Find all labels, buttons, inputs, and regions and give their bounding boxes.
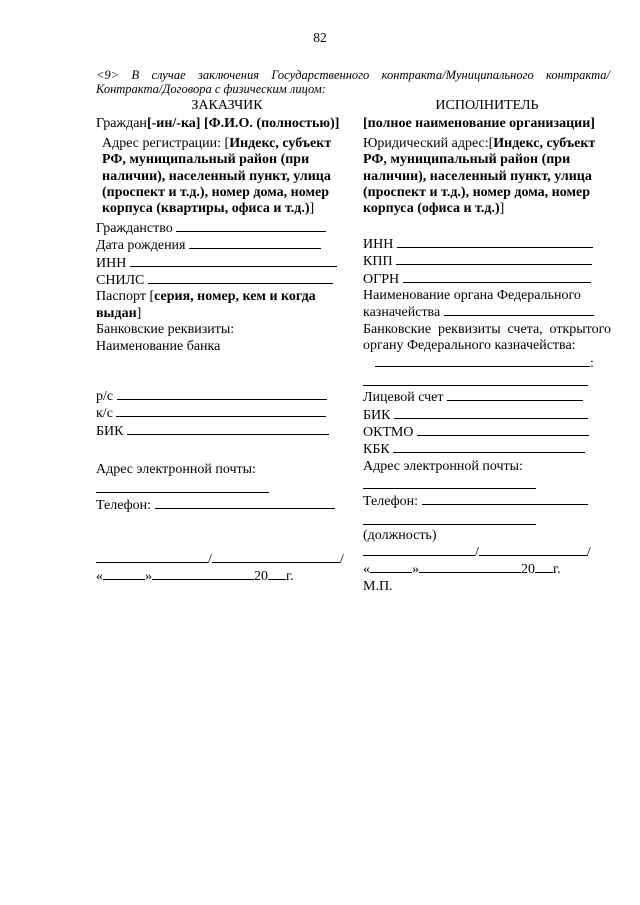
customer-passport-label: Паспорт [ — [96, 289, 155, 305]
contractor-oktmo-label: ОКТМО — [363, 424, 414, 440]
customer-snils-field[interactable] — [148, 272, 333, 284]
customer-phone-label: Телефон: — [96, 497, 152, 513]
customer-signature-line — [96, 551, 358, 568]
contractor-account-line — [363, 389, 611, 406]
customer-name-suffix: [-ин/-ка] — [146, 116, 201, 132]
contractor-legal-address-value: Индекс, субъект РФ, муниципальный район (при наличии), населенный пункт, улица (проспект и т.д.), номер дома, номер корпуса (офиса и т.д.) — [363, 135, 596, 217]
contractor-date-year: 20 — [521, 562, 535, 578]
contractor-signature-sep: / — [475, 544, 479, 560]
contractor-date-open: « — [363, 562, 370, 578]
customer-fio-field: [Ф.И.О. (полностью)] — [203, 116, 340, 132]
contractor-account-field[interactable] — [447, 389, 583, 401]
contractor-phone-line — [363, 493, 611, 510]
contractor-account-label: Лицевой счет — [363, 390, 444, 406]
page-number: 82 — [313, 30, 327, 45]
customer-bank-label: Банковские реквизиты: — [96, 322, 235, 338]
customer-rs-line — [96, 388, 358, 405]
customer-date-line — [96, 568, 358, 585]
contractor-bank-extra-field[interactable] — [363, 372, 588, 386]
customer-birthdate-line — [96, 237, 358, 254]
customer-phone-field[interactable] — [155, 497, 335, 509]
customer-signature-sep: / — [208, 552, 212, 568]
customer-inn-field[interactable] — [130, 255, 337, 267]
customer-name-line — [96, 116, 358, 132]
customer-header: ЗАКАЗЧИК — [191, 98, 263, 113]
contractor-email-field[interactable] — [363, 475, 536, 489]
contractor-bank-colon: : — [590, 355, 594, 371]
contractor-bank-account-line — [363, 355, 611, 372]
customer-date-mid: » — [145, 569, 152, 585]
customer-bik-label: БИК — [96, 423, 124, 439]
contractor-signature-field[interactable] — [363, 544, 475, 556]
customer-date-month-field[interactable] — [152, 568, 254, 580]
customer-inn-line — [96, 255, 358, 272]
customer-ks-field[interactable] — [116, 405, 326, 417]
contractor-inn-line — [363, 236, 611, 253]
contractor-bik-line — [363, 407, 611, 424]
customer-reg-address — [96, 136, 358, 218]
customer-date-end: г. — [286, 569, 294, 585]
contractor-treasury-field[interactable] — [444, 304, 594, 316]
contractor-kbk-line — [363, 441, 611, 458]
customer-rs-field[interactable] — [117, 388, 327, 400]
contractor-date-month-field[interactable] — [419, 561, 521, 573]
customer-citizenship-field[interactable] — [176, 220, 326, 232]
contractor-legal-address-close: ] — [499, 201, 505, 217]
contractor-ogrn-field[interactable] — [403, 271, 591, 283]
contractor-position-label: (должность) — [363, 527, 437, 543]
customer-date-open: « — [96, 569, 103, 585]
contractor-inn-label: ИНН — [363, 236, 394, 252]
contractor-oktmo-field[interactable] — [417, 424, 589, 436]
customer-bik-field[interactable] — [127, 423, 329, 435]
contractor-inn-field[interactable] — [397, 236, 593, 248]
customer-email-label: Адрес электронной почты: — [96, 462, 256, 478]
contractor-legal-address-label: Юридический адрес:[ — [363, 135, 494, 151]
contractor-position-field[interactable] — [363, 511, 536, 525]
contractor-date-mid: » — [412, 562, 419, 578]
customer-reg-address-close: ] — [309, 201, 315, 217]
contractor-phone-field[interactable] — [422, 493, 588, 505]
contractor-email-label: Адрес электронной почты: — [363, 458, 523, 474]
customer-reg-address-label: Адрес регистрации: [ — [102, 135, 230, 151]
contractor-kpp-label: КПП — [363, 254, 393, 270]
customer-signature-field[interactable] — [96, 551, 208, 563]
contractor-phone-label: Телефон: — [363, 494, 419, 510]
contractor-signature-end-sep: / — [586, 544, 591, 560]
contractor-stamp-label: М.П. — [363, 578, 393, 594]
customer-column — [96, 98, 358, 586]
contractor-kbk-label: КБК — [363, 442, 390, 458]
customer-signature-end-sep: / — [339, 552, 344, 568]
customer-citizenship-line — [96, 220, 358, 237]
customer-passport-close: ] — [136, 305, 142, 321]
customer-passport — [96, 289, 358, 322]
customer-inn-label: ИНН — [96, 255, 127, 271]
customer-birthdate-label: Дата рождения — [96, 238, 186, 254]
customer-ks-label: к/с — [96, 406, 113, 422]
contractor-bik-field[interactable] — [394, 407, 588, 419]
customer-bank-name-label: Наименование банка — [96, 338, 221, 354]
customer-date-year: 20 — [254, 569, 268, 585]
contractor-bank-field[interactable] — [375, 355, 590, 367]
customer-bik-line — [96, 423, 358, 440]
footnote-note: <9> В случае заключения Государственного контракта/Муниципального контракта/ Контракта/Договора с физическим лицом: — [96, 68, 610, 96]
customer-citizenship-label: Гражданство — [96, 220, 173, 236]
customer-name-prefix: Граждан — [96, 116, 147, 132]
customer-email-field[interactable] — [96, 479, 269, 493]
customer-signature-name-field[interactable] — [212, 551, 340, 563]
contractor-date-end: г. — [553, 562, 561, 578]
contractor-header: ИСПОЛНИТЕЛЬ — [435, 98, 539, 113]
contractor-kpp-line — [363, 253, 611, 270]
customer-rs-label: р/с — [96, 388, 114, 404]
customer-ks-line — [96, 405, 358, 422]
contractor-ogrn-line — [363, 271, 611, 288]
contractor-ogrn-label: ОГРН — [363, 271, 400, 287]
contractor-bik-label: БИК — [363, 407, 391, 423]
contractor-legal-address — [363, 136, 611, 218]
contractor-date-line — [363, 561, 611, 578]
customer-birthdate-field[interactable] — [189, 237, 321, 249]
contractor-treasury-label: Наименование органа Федерального казначейства — [363, 288, 581, 321]
customer-snils-label: СНИЛС — [96, 273, 145, 289]
contractor-signature-line — [363, 544, 611, 561]
contractor-bank-label: Банковские реквизиты счета, открытого органу Федерального казначейства: — [363, 321, 611, 354]
customer-passport-value: серия, номер, кем и когда выдан — [96, 289, 316, 321]
contractor-kbk-field[interactable] — [393, 441, 585, 453]
customer-snils-line — [96, 272, 358, 289]
contractor-date-day-field[interactable] — [370, 561, 412, 573]
customer-date-year-field[interactable] — [268, 568, 286, 580]
contractor-oktmo-line — [363, 424, 611, 441]
contractor-org-name: [полное наименование организации] — [363, 116, 595, 132]
contractor-signature-name-field[interactable] — [479, 544, 587, 556]
contractor-date-year-field[interactable] — [535, 561, 553, 573]
customer-reg-address-value: Индекс, субъект РФ, муниципальный район (при наличии), населенный пункт, улица (проспект и т.д.), номер дома, номер корпуса (квартиры, офиса и т.д.) — [102, 135, 332, 217]
contractor-column — [363, 98, 611, 595]
contractor-treasury — [363, 288, 611, 322]
contractor-kpp-field[interactable] — [396, 253, 592, 265]
customer-phone-line — [96, 497, 358, 514]
customer-date-day-field[interactable] — [103, 568, 145, 580]
